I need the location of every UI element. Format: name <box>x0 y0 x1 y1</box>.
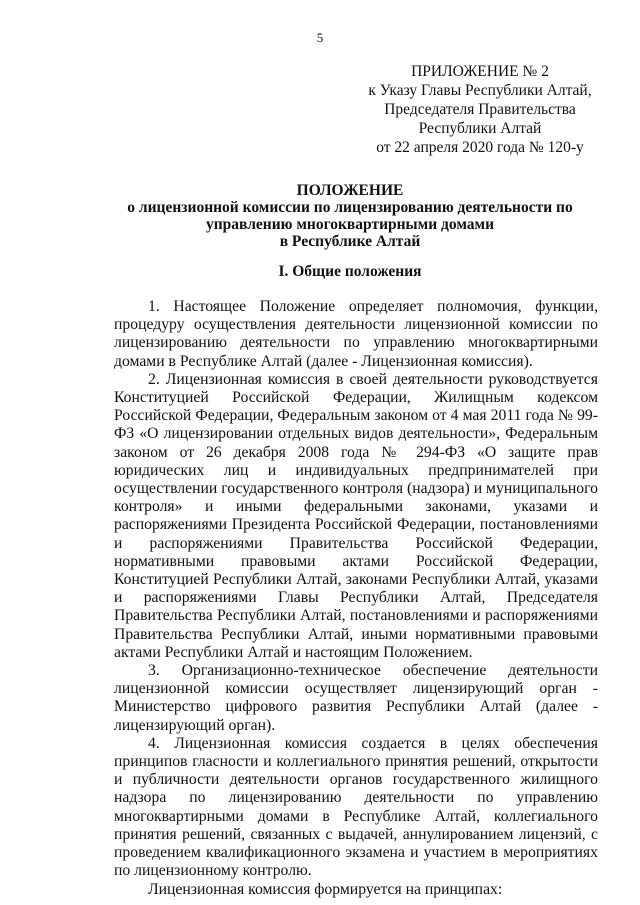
paragraph: 2. Лицензионная комиссия в своей деятельности руководствуется Конституцией Российской Федерации, Жилищным кодексом Российской Федерации, Федеральным законом от 4 мая 2011 года № 99-ФЗ «О лицензировании отдельных видов деятельности», Федеральным законом от 26 декабря 2008 года № 294-ФЗ «О защите прав юридических лиц и индивидуальных предпринимателей при осуществлении государственного контроля (надзора) и муниципального контроля» и иными федеральными законами, указами и распоряжениями Президента Российской Федерации, постановлениями и распоряжениями Правительства Российской Федерации, нормативными правовыми актами Российской Федерации, Конституцией Республики Алтай, законами Республики Алтай, указами и распоряжениями Главы Республики Алтай, Председателя Правительства Республики Алтай, постановлениями и распоряжениями Правительства Республики Алтай, иными нормативными правовыми актами Республики Алтай и настоящим Положением. <box>114 370 598 661</box>
appendix-line: ПРИЛОЖЕНИЕ № 2 <box>411 63 549 80</box>
title-line: управлению многоквартирными домами <box>205 216 495 233</box>
paragraph: Лицензионная комиссия формируется на принципах: <box>148 880 503 898</box>
appendix-line: Председателя Правительства <box>384 101 576 118</box>
paragraph: 1. Настоящее Положение определяет полномочия, функции, процедуру осуществления деятельности лицензионной комиссии по лицензированию деятельности по управлению многоквартирными домами в Республике Алтай (далее - Лицензионная комиссия). <box>114 298 598 370</box>
title-line: о лицензионной комиссии по лицензированию деятельности по <box>127 199 573 216</box>
paragraph: 3. Организационно-техническое обеспечение деятельности лицензионной комиссии осуществляет лицензирующий орган - Министерство цифрового развития Республики Алтай (далее - лицензирующий орган). <box>114 662 598 734</box>
appendix-line: к Указу Главы Республики Алтай, <box>368 82 592 99</box>
section-heading: I. Общие положения <box>278 263 422 280</box>
body-text <box>114 298 598 899</box>
title-line: в Республике Алтай <box>279 233 421 250</box>
appendix-line: от 22 апреля 2020 года № 120-у <box>376 139 584 156</box>
page-number: 5 <box>316 30 324 45</box>
appendix-block <box>340 62 620 157</box>
paragraph: 4. Лицензионная комиссия создается в целях обеспечения принципов гласности и коллегиального принятия решений, открытости и публичности деятельности органов государственного жилищного надзора по лицензированию деятельности по управлению многоквартирными домами в Республике Алтай, коллегиального принятия решений, связанных с выдачей, аннулированием лицензий, с проведением квалификационного экзамена и участием в мероприятиях по лицензионному контролю. <box>114 734 598 880</box>
document-title <box>70 182 630 250</box>
title-line: ПОЛОЖЕНИЕ <box>296 182 404 199</box>
appendix-line: Республики Алтай <box>418 120 542 137</box>
